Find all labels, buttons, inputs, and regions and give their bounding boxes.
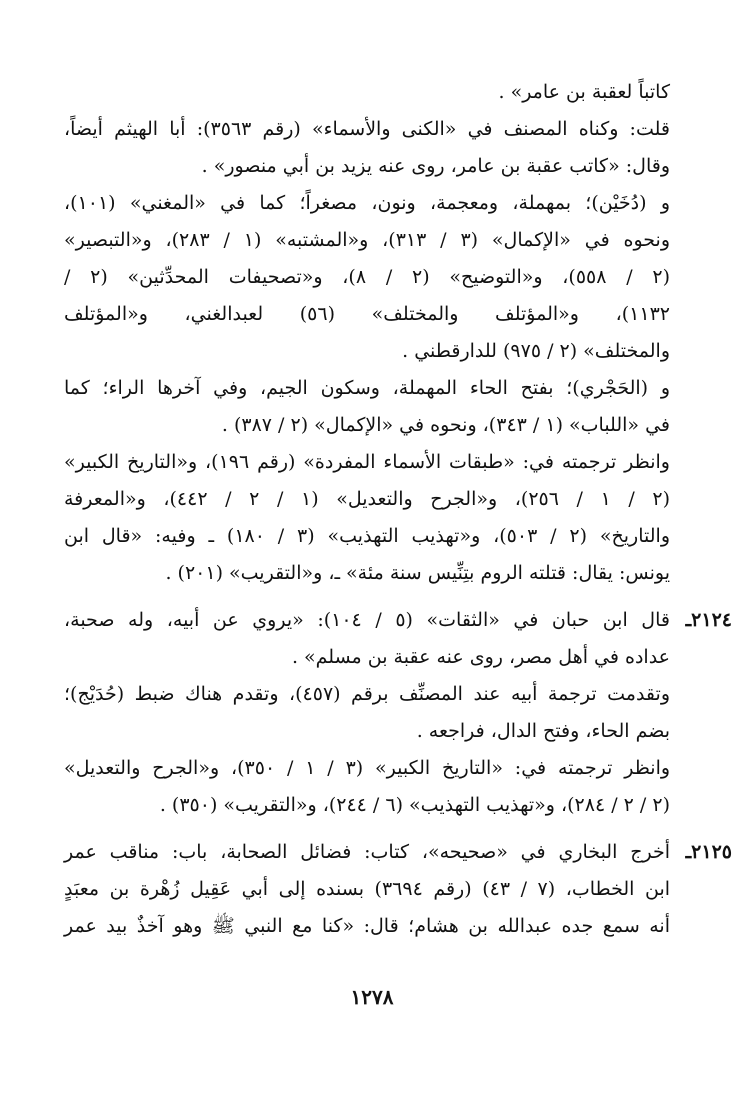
line-text: قال ابن حبان في «الثقات» (٥ / ١٠٤): «يروي عن أبيه، وله صحبة، — [64, 609, 670, 631]
text-line: ابن الخطاب، (٧ / ٤٣) (رقم ٣٦٩٤) بسنده إلى أبي عَقِيل زُهْرة بن معبَدٍ — [64, 878, 671, 900]
text-line: بضم الحاء، وفتح الدال، فراجعه . — [416, 720, 670, 742]
text-line: قلت: وكناه المصنف في «الكنى والأسماء» (رقم ٣٥٦٣): أبا الهيثم أيضاً، — [64, 118, 670, 140]
text-line: وقال: «كاتب عقبة بن عامر، روى عنه يزيد بن أبي منصور» . — [201, 155, 670, 177]
note-2123-continued — [64, 80, 670, 598]
entry-number: ٢١٢٤ـ — [685, 609, 732, 631]
text-line: (٢ / ١ / ٢٥٦)، و«الجرح والتعديل» (١ / ٢ / ٤٤٢)، و«المعرفة — [64, 488, 671, 510]
text-line: و (دُخَيْن)؛ بمهملة، ومعجمة، ونون، مصغراً؛ كما في «المغني» (١٠١)، — [64, 192, 670, 214]
text-line: كاتباً لعقبة بن عامر» . — [498, 81, 670, 103]
text-line: وانظر ترجمته في: «طبقات الأسماء المفردة» (رقم ١٩٦)، و«التاريخ الكبير» — [64, 451, 670, 473]
text-line: وانظر ترجمته في: «التاريخ الكبير» (٣ / ١ / ٣٥٠)، و«الجرح والتعديل» — [64, 757, 671, 779]
text-line: وتقدمت ترجمة أبيه عند المصنِّف برقم (٤٥٧)، وتقدم هناك ضبط (حُدَيْج)؛ — [64, 683, 670, 705]
page-body — [64, 80, 732, 951]
text-line: في «اللباب» (١ / ٣٤٣)، ونحوه في «الإكمال» (٢ / ٣٨٧) . — [221, 414, 670, 436]
text-line: (٢ / ٢ / ٢٨٤)، و«تهذيب التهذيب» (٦ / ٢٤٤)، و«التقريب» (٣٥٠) . — [159, 794, 670, 816]
page-number: ١٢٧٨ — [350, 985, 394, 1009]
note-2124 — [64, 608, 732, 830]
text-line — [64, 608, 732, 645]
line-text: أخرج البخاري في «صحيحه»، كتاب: فضائل الصحابة، باب: مناقب عمر — [64, 841, 670, 863]
text-line: ونحوه في «الإكمال» (٣ / ٣١٣)، و«المشتبه» (١ / ٢٨٣)، و«التبصير» — [64, 229, 671, 251]
text-line: عداده في أهل مصر، روى عنه عقبة بن مسلم» . — [291, 646, 670, 668]
entry-number: ٢١٢٥ـ — [685, 841, 732, 863]
text-line: والتاريخ» (٢ / ٥٠٣)، و«تهذيب التهذيب» (٣ / ١٨٠) ـ وفيه: «قال ابن — [64, 525, 670, 547]
text-line: والمختلف» (٢ / ٩٧٥) للدارقطني . — [402, 340, 670, 362]
text-line: يونس: يقال: قتلته الروم بتِنِّيس سنة مئة» ـ، و«التقريب» (٢٠١) . — [165, 562, 670, 584]
text-line: (٢ / ٥٥٨)، و«التوضيح» (٢ / ٨)، و«تصحيفات المحدِّثين» (٢ / — [64, 266, 670, 288]
text-line — [64, 840, 732, 877]
text-line: ١١٣٢)، و«المؤتلف والمختلف» (٥٦) لعبدالغني، و«المؤتلف — [64, 303, 670, 325]
note-2125 — [64, 840, 732, 951]
text-line: و (الحَجْري)؛ بفتح الحاء المهملة، وسكون الجيم، وفي آخرها الراء؛ كما — [64, 377, 670, 399]
text-line: أنه سمع جده عبدالله بن هشام؛ قال: «كنا مع النبي ﷺ وهو آخذٌ بيد عمر — [64, 915, 670, 937]
